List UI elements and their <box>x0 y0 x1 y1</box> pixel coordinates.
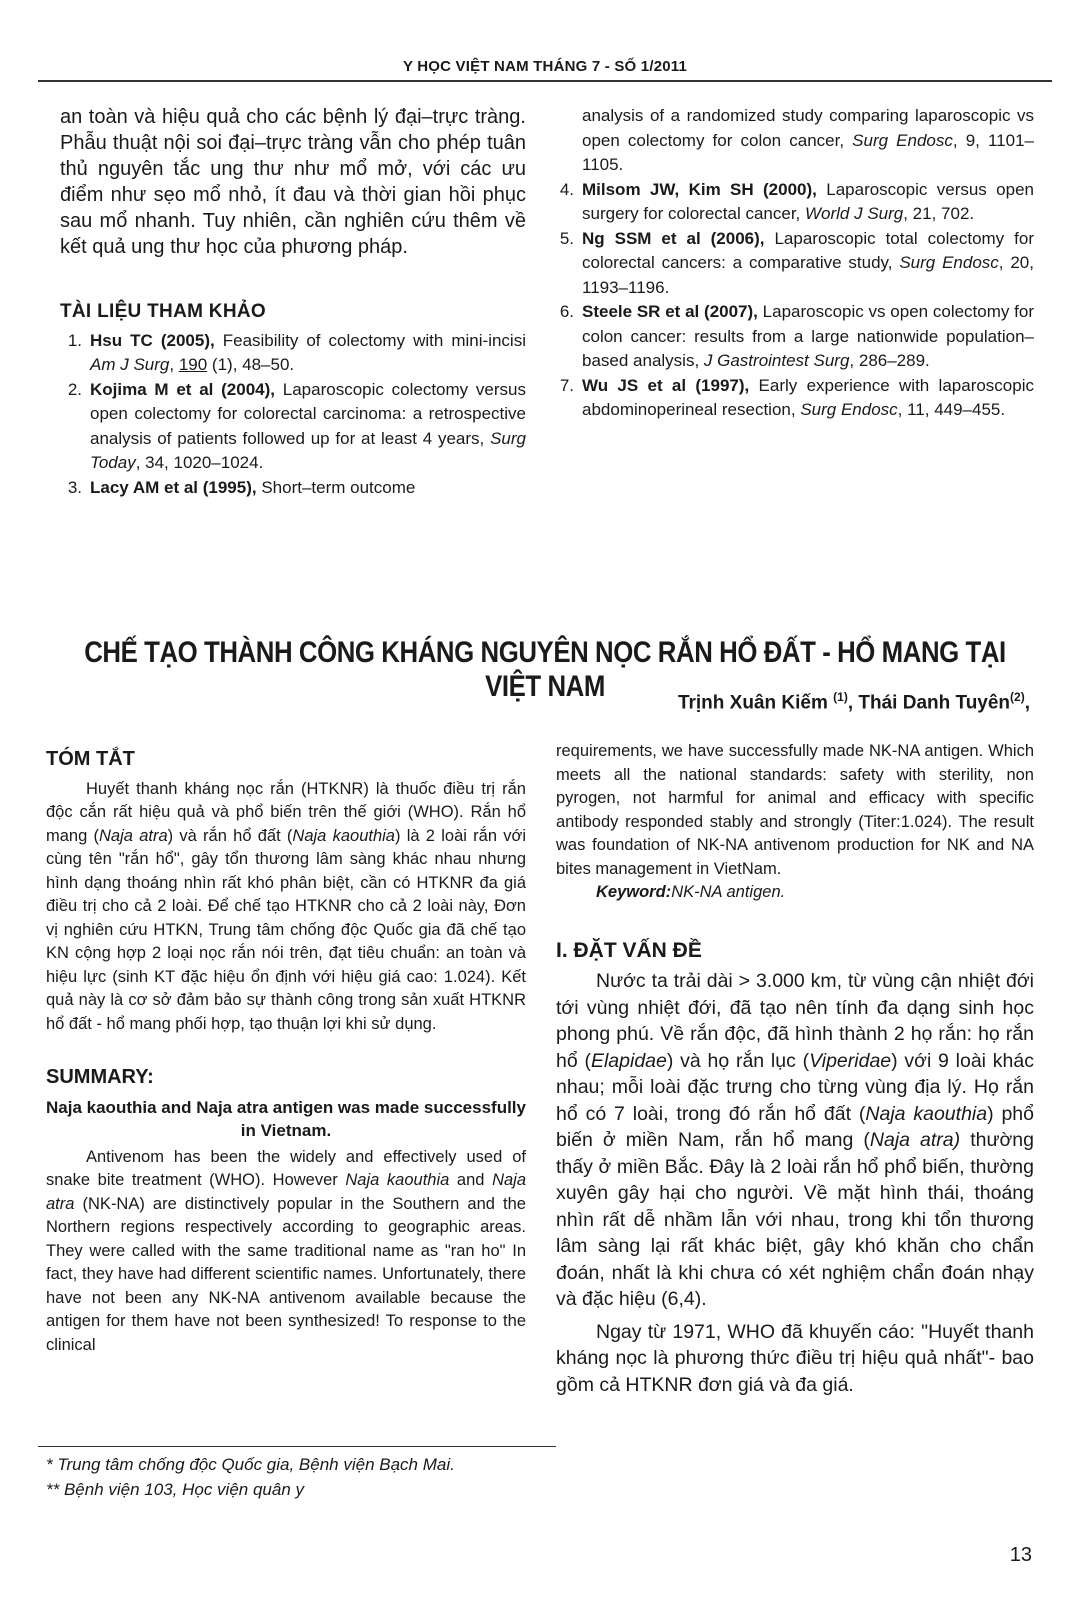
footnote-2: ** Bệnh viện 103, Học viện quân y <box>46 1480 305 1499</box>
reference-rest: , 21, 702. <box>903 204 975 223</box>
footnote-1: * Trung tâm chống độc Quốc gia, Bệnh viện Bạch Mai. <box>46 1455 455 1474</box>
summary-heading: SUMMARY: <box>46 1066 154 1088</box>
reference-text: Laparoscopic vs open colectomy for colon cancer: results from a large nationwide population–based analysis, <box>582 302 1034 370</box>
reference-separator: , <box>169 355 179 374</box>
reference-text: Laparoscopic colectomy versus open colectomy for colorectal carcinoma: a retrospective analysis of patients followed up for at least 4 years, <box>90 379 526 448</box>
keyword-label: Keyword: <box>596 883 672 901</box>
reference-item <box>60 476 526 501</box>
lower-right-column <box>556 740 1034 1398</box>
references-heading: TÀI LIỆU THAM KHẢO <box>60 301 266 322</box>
reference-text: Early experience with laparoscopic abdominoperineal resection, <box>582 375 1034 419</box>
article-authors: Trịnh Xuân Kiếm $^{(1)}$, Thái Danh Tuyên$^{(2)}$, <box>677 690 1030 714</box>
reference-rest: , 34, 1020–1024. <box>135 453 264 472</box>
reference-number: 1. <box>67 330 82 350</box>
reference-text: Laparoscopic versus open surgery for colorectal cancer, <box>582 179 1034 223</box>
reference-item-continued <box>552 104 1034 178</box>
reference-item <box>552 300 1034 374</box>
reference-body <box>582 104 1034 178</box>
intro-paragraph: an toàn và hiệu quả cho các bệnh lý đại–trực tràng. Phẫu thuật nội soi đại–trực tràng vẫn cho phép tuân thủ nguyên tắc ung thư như mổ mở, với các ưu điểm như sẹo mổ nhỏ, ít đau và thời gian hồi phục sau mổ nhanh. Tuy nhiên, cần nghiên cứu thêm về kết quả ung thư học của phương pháp. <box>60 106 526 258</box>
abstract-vi-heading: TÓM TẮT <box>46 748 135 770</box>
page-number: 13 <box>1009 1544 1032 1566</box>
author-affiliation-mark: (1) <box>833 690 848 704</box>
header-rule <box>38 80 1052 82</box>
reference-journal: Surg Endosc <box>899 253 999 272</box>
reference-item <box>552 227 1034 301</box>
footnote-rule <box>38 1446 556 1447</box>
reference-journal: Surg Endosc <box>852 130 953 150</box>
lower-left-column <box>46 740 526 1357</box>
section-heading: I. ĐẶT VẤN ĐỀ <box>556 938 702 962</box>
reference-text: Feasibility of colectomy with mini-incisi <box>214 330 526 350</box>
reference-item <box>552 374 1034 423</box>
top-left-column <box>60 104 526 500</box>
reference-authors: Steele SR et al (2007), <box>582 302 758 321</box>
reference-number: 4. <box>559 179 574 199</box>
reference-number: 6. <box>559 302 574 321</box>
reference-authors: Wu JS et al (1997), <box>582 375 750 395</box>
reference-authors: Lacy AM et al (1995), <box>90 477 257 497</box>
reference-rest: (1), 48–50. <box>207 355 295 374</box>
running-header: Y HỌC VIỆT NAM THÁNG 7 - SỐ 1/2011 <box>402 58 688 75</box>
body-paragraph: Ngay từ 1971, WHO đã khuyến cáo: "Huyết thanh kháng nọc là phương thức điều trị hiệu quả nhất"- bao gồm cả HTKNR đơn giá và đa giá. <box>556 1320 1034 1396</box>
keyword-line <box>556 881 1034 905</box>
abstract-vi-paragraph: Huyết thanh kháng nọc rắn (HTKNR) là thuốc điều trị rắn độc cắn rất hiệu quả và phổ biến trên thế giới (WHO). Rắn hổ mang (Naja atra) và rắn hổ đất (Naja kaouthia) là 2 loài rắn với cùng tên "rắn hổ", gây tổn thương lâm sàng khác nhau nhưng hình dạng thoáng nhìn rất khó phân biệt, cần có HTKNR đa giá điều trị cho cả 2 loài. Để chế tạo HTKNR cho cả 2 loài này, Đơn vị nghiên cứu HTKN, Trung tâm chống độc Quốc gia đã chế tạo KN cộng hợp 2 loại nọc rắn nói trên, đạt tiêu chuẩn: an toàn và hiệu lực (sinh KT đặc hiệu ổn định với hiệu giá cao: 1.024). Kết quả này là cơ sở đảm bảo sự thành công trong sản xuất HTKNR hổ đất - hổ mang phối hợp, tạo thuận lợi khi sử dụng. <box>46 779 526 1033</box>
reference-number: 3. <box>67 477 82 497</box>
reference-item <box>552 178 1034 227</box>
keyword-value: NK-NA antigen. <box>671 883 786 901</box>
summary-paragraph-continued: requirements, we have successfully made NK-NA antigen. Which meets all the national standards: safety with sterility, non pyrogen, not harmful for animal and efficacy with specific antibody responded stably and strongly (Titer:1.024). The result was foundation of NK-NA antivenom production for NK and NA bites management in VietNam. <box>556 742 1034 878</box>
reference-authors: Kojima M et al (2004), <box>90 379 276 399</box>
reference-body <box>582 300 1034 374</box>
reference-body <box>582 374 1034 423</box>
author-affiliation-mark: (2) <box>1010 690 1025 704</box>
reference-journal: World J Surg <box>804 204 904 223</box>
reference-rest: , 286–289. <box>849 351 930 370</box>
author-name: Trịnh Xuân Kiếm <box>677 692 834 714</box>
top-right-column <box>552 104 1034 423</box>
reference-rest: , 11, 449–455. <box>897 400 1006 419</box>
reference-item <box>60 378 526 476</box>
reference-text: analysis of a randomized study comparing laparoscopic vs open colectomy for colon cancer, <box>582 106 1034 150</box>
reference-body <box>90 378 526 476</box>
article-title: CHẾ TẠO THÀNH CÔNG KHÁNG NGUYÊN NỌC RẮN HỔ ĐẤT - HỔ MANG TẠI VIỆT NAM <box>84 636 1006 703</box>
reference-rest: , 9, 1101–1105. <box>582 130 1034 174</box>
reference-authors: Hsu TC (2005), <box>90 330 215 350</box>
body-paragraph: Nước ta trải dài > 3.000 km, từ vùng cận nhiệt đới tới vùng nhiệt đới, đã tạo nên tính đa dạng sinh học phong phú. Về rắn độc, đã hình thành 2 họ rắn: họ rắn hổ (Elapidae) và họ rắn lục (Viperidae) với 9 loài khác nhau; mỗi loài đặc trưng cho từng vùng địa lý. Họ rắn hổ có 7 loài, trong đó rắn hổ đất (Naja kaouthia) phổ biến ở miền Nam, rắn hổ mang (Naja atra) thường thấy ở miền Bắc. Đây là 2 loài rắn hổ phổ biến, thường xuyên gây hại cho người. Về mặt hình thái, thoáng nhìn rất dễ nhầm lẫn với nhau, trong khi tổn thương lâm sàng lại rất khác biệt, gây khó khăn cho chẩn đoán, nhất là khi chưa có xét nghiệm chẩn đoán nhạy và đặc hiệu (6,4). <box>556 970 1034 1310</box>
reference-number: 5. <box>559 228 574 248</box>
reference-volume: 190 <box>178 355 208 374</box>
reference-body <box>90 476 526 501</box>
reference-body <box>582 178 1034 227</box>
reference-text: Laparoscopic total colectomy for colorectal cancers: a comparative study, <box>582 228 1034 272</box>
reference-body <box>582 227 1034 301</box>
reference-item <box>60 329 526 378</box>
author-name: , Thái Danh Tuyên <box>847 692 1011 714</box>
reference-authors: Milsom JW, Kim SH (2000), <box>582 179 817 199</box>
reference-body <box>90 329 526 378</box>
reference-rest: , 20, 1193–1196. <box>582 253 1034 297</box>
reference-text: Short–term outcome <box>256 477 416 497</box>
footnotes <box>46 1452 455 1502</box>
reference-authors: Ng SSM et al (2006), <box>582 228 765 248</box>
reference-journal: J Gastrointest Surg <box>703 351 850 370</box>
reference-journal: Surg Today <box>90 428 526 472</box>
reference-number: 2. <box>67 379 82 399</box>
reference-journal: Am J Surg <box>90 355 170 374</box>
reference-number: 7. <box>559 375 574 395</box>
summary-paragraph: Antivenom has been the widely and effectively used of snake bite treatment (WHO). However Naja kaouthia and Naja atra (NK-NA) are distinctively popular in the Southern and the Northern regions respectively according to geographic areas. They were called with the same traditional name as "ran ho" In fact, they have had different scientific names. Unfortunately, there have not been any NK-NA antivenom available because the antigen for them have not been synthesized! To response to the clinical <box>46 1147 526 1354</box>
summary-title: Naja kaouthia and Naja atra antigen was made successfully in Vietnam. <box>46 1097 526 1140</box>
reference-journal: Surg Endosc <box>800 400 898 419</box>
